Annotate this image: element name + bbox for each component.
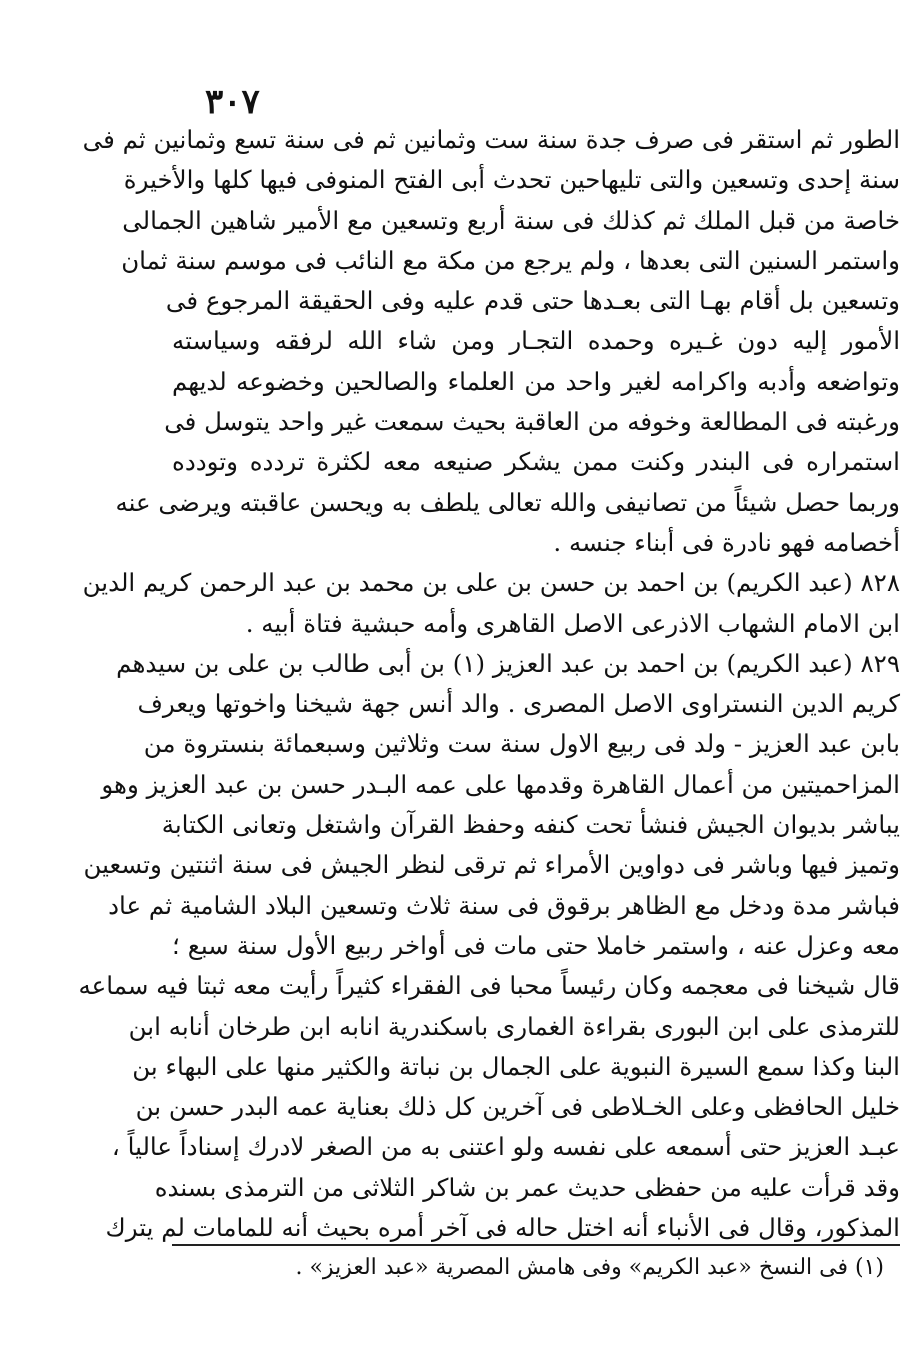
text-line: كريم الدين النستراوى الاصل المصرى . والد أنس جهة شيخنا واخوتها ويعرف: [137, 689, 900, 719]
text-line: عبـد العزيز حتى أسمعه على نفسه ولو اعتنى به من الصغر لادرك إسناداً عالياً ،: [111, 1132, 900, 1162]
text-line: سنة إحدى وتسعين والتى تليهاحين تحدث أبى الفتح المنوفى فيها كلها والأخيرة: [123, 165, 900, 195]
text-line: وتواضعه وأدبه واكرامه لغير واحد من العلماء والصالحين وخضوعه لديهم: [172, 366, 900, 396]
text-line: الأمور إليه دون غـيره وحمده التجـار ومن شاء الله لرفقه وسياسته: [172, 326, 900, 356]
text-line: بابن عبد العزيز - ولد فى ربيع الاول سنة ست وثلاثين وسبعمائة بنستروة من: [143, 729, 900, 759]
text-line: واستمر السنين التى بعدها ، ولم يرجع من مكة مع النائب فى موسم سنة ثمان: [121, 245, 900, 275]
text-line: وتسعين بل أقام بهـا التى بعـدها حتى قدم عليه وفى الحقيقة المرجوع فى: [165, 286, 900, 316]
text-line: أخصامه فهو نادرة فى أبناء جنسه .: [553, 527, 900, 557]
text-line: ٨٢٩ (عبد الكريم) بن احمد بن عبد العزيز (١) بن أبى طالب بن على بن سيدهم: [116, 648, 900, 678]
text-line: ابن الامام الشهاب الاذرعى الاصل القاهرى وأمه حبشية فتاة أبيه .: [245, 608, 900, 638]
footnote-divider: [172, 1244, 900, 1246]
page-number: ٣٠٧: [205, 82, 260, 122]
text-line: وقد قرأت عليه من حفظى حديث عمر بن شاكر الثلاثى من الترمذى بسنده: [154, 1172, 900, 1202]
text-line: المزاحميتين من أعمال القاهرة وقدمها على عمه البـدر حسن بن عبد العزيز وهو: [101, 769, 900, 799]
text-line: للترمذى على ابن البورى بقراءة الغمارى باسكندرية انابه ابن طرخان أنابه ابن: [128, 1011, 900, 1041]
text-line: ورغبته فى المطالعة وخوفه من العاقبة بحيث سمعت غير واحد يتوسل فى: [164, 407, 900, 437]
text-line: البنا وكذا سمع السيرة النبوية على الجمال بن نباتة والكثير منها على البهاء بن: [132, 1051, 900, 1081]
text-line: وربما حصل شيئاً من تصانيفى والله تعالى يلطف به ويحسن عاقبته ويرضى عنه: [115, 487, 900, 517]
text-line: الطور ثم استقر فى صرف جدة سنة ست وثمانين ثم فى سنة تسع وثمانين ثم فى: [82, 125, 900, 154]
text-line: وتميز فيها وباشر فى دواوين الأمراء ثم ترقى لنظر الجيش فى سنة اثنتين وتسعين: [83, 850, 900, 880]
text-line: المذكور، وقال فى الأنباء أنه اختل حاله فى آخر أمره بحيث أنه للمامات لم يترك: [105, 1213, 900, 1243]
main-text: [78, 120, 900, 1248]
footnote: (١) فى النسخ «عبد الكريم» وفى هامش المصرية «عبد العزيز» .: [295, 1255, 884, 1280]
text-line: استمراره فى البندر وكنت ممن يشكر صنيعه معه لكثرة تردده وتودده: [172, 447, 900, 477]
text-line: خاصة من قبل الملك ثم كذلك فى سنة أربع وتسعين مع الأمير شاهين الجمالى: [122, 205, 900, 235]
text-line: ٨٢٨ (عبد الكريم) بن احمد بن حسن بن على بن محمد بن عبد الرحمن كريم الدين: [82, 568, 900, 598]
text-line: قال شيخنا فى معجمه وكان رئيساً محبا فى الفقراء كثيراً رأيت معه ثبتا فيه سماعه: [78, 971, 900, 1001]
text-line: خليل الحافظى وعلى الخـلاطى فى آخرين كل ذلك بعناية عمه البدر حسن بن: [135, 1092, 900, 1122]
text-line: يباشر بديوان الجيش فنشأ تحت كنفه وحفظ القرآن واشتغل وتعانى الكتابة: [161, 810, 900, 840]
text-line: معه وعزل عنه ، واستمر خاملا حتى مات فى أواخر ربيع الأول سنة سبع ؛: [172, 930, 900, 960]
text-line: فباشر مدة ودخل مع الظاهر برقوق فى سنة ثلاث وتسعين البلاد الشامية ثم عاد: [108, 890, 900, 920]
